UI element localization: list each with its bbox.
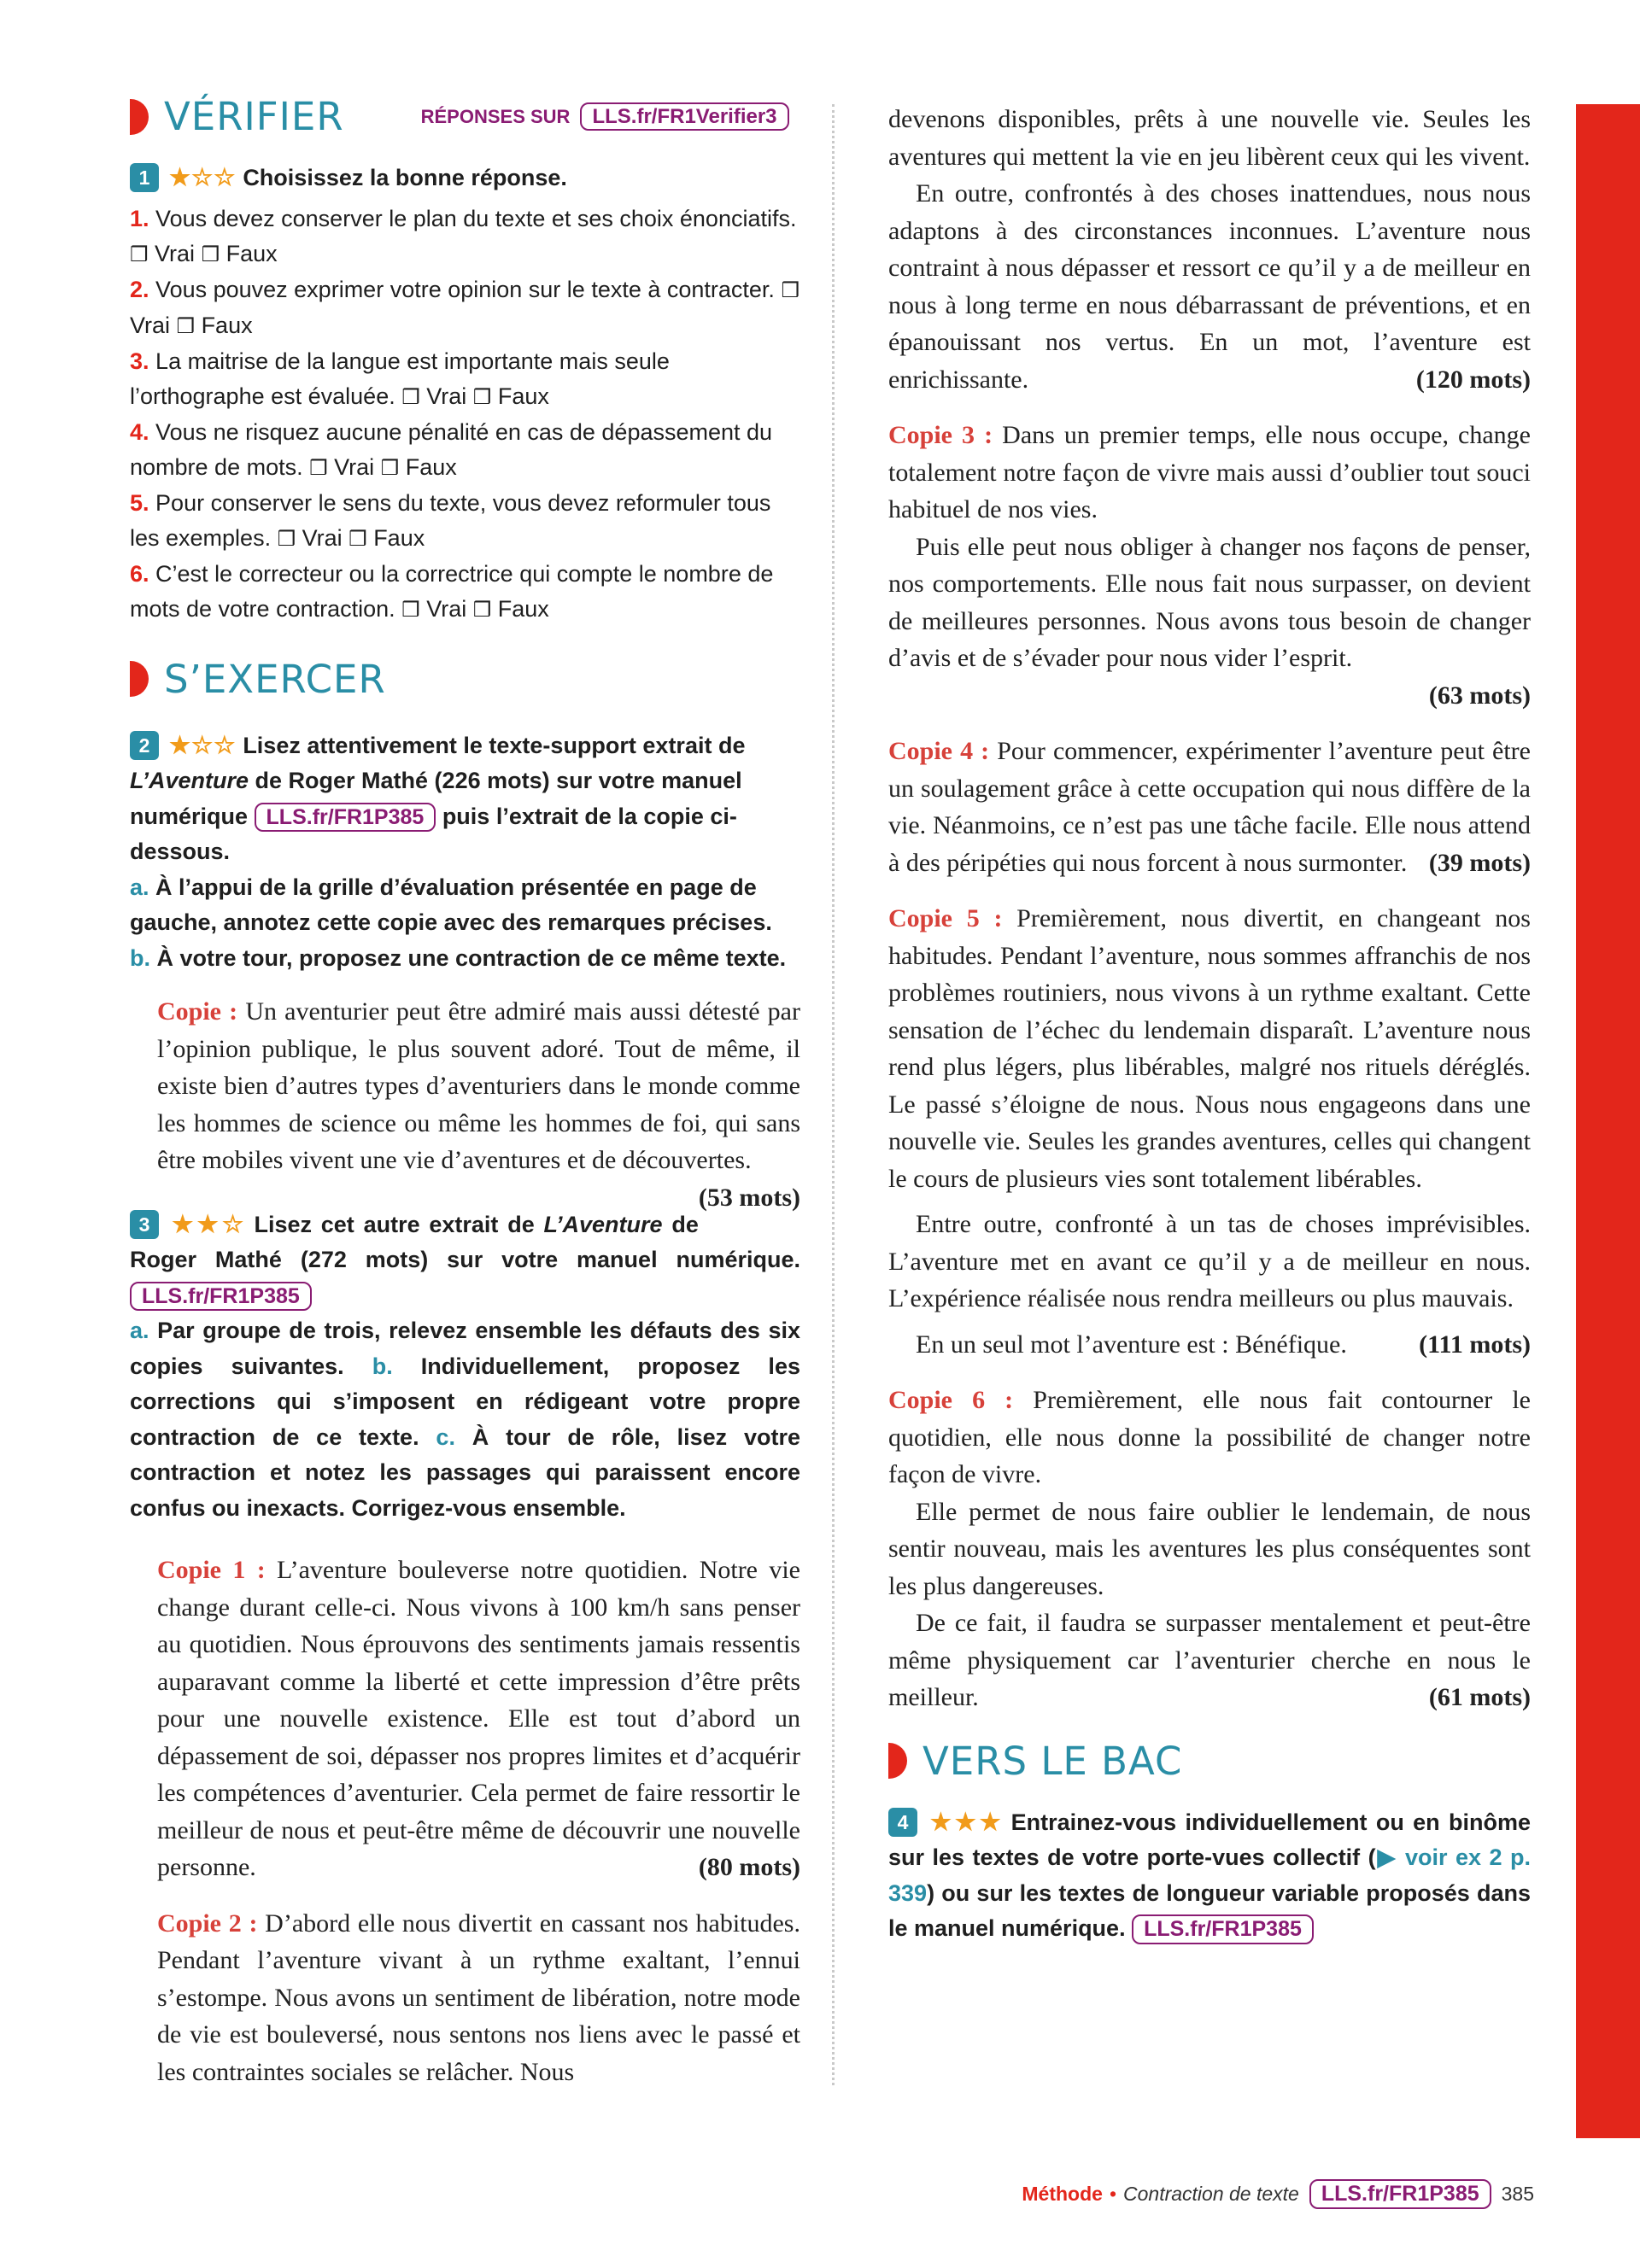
- instruction-text: Par groupe de trois, relevez ensemble les défauts des six copies suivantes.: [130, 1318, 800, 1379]
- copy-6: [888, 1382, 1531, 1716]
- option-faux: Faux: [201, 312, 253, 338]
- question-text: Vous devez conserver le plan du texte et ses choix énonciatifs.: [155, 205, 797, 231]
- option-faux: Faux: [405, 453, 457, 480]
- question-number: 5.: [130, 489, 149, 516]
- exercise-number: 3: [130, 1210, 159, 1239]
- question-text: Pour conserver le sens du texte, vous devez reformuler tous les exemples.: [130, 489, 771, 551]
- instruction-text: Entrainez-vous individuellement ou en binôme sur les textes de votre porte-vues collectif (: [888, 1809, 1531, 1870]
- copy-text: D’abord elle nous divertit en cassant nos habitudes. Pendant l’aventure vivant à un rythme exaltant, l’ennui s’estompe. Nous avons un sentiment de libération, notre mode de vie est bouleversé, nous sentons nos liens avec le passé et les contraintes sociales se relâcher. Nous: [157, 1909, 800, 2086]
- copy-text: Elle permet de nous faire oublier le lendemain, de nous sentir nouveau, mais les aventures les plus conséquentes sont les plus dangereuses.: [888, 1497, 1531, 1600]
- option-vrai: Vrai: [426, 383, 467, 409]
- question-text: C’est le correcteur ou la correctrice qui compte le nombre de mots de votre contraction.: [130, 560, 774, 622]
- part-label: a.: [130, 874, 149, 900]
- checkbox-vrai[interactable]: ❒: [277, 526, 296, 551]
- word-count: (111 mots): [1419, 1330, 1531, 1359]
- manual-link[interactable]: LLS.fr/FR1P385: [255, 803, 436, 833]
- difficulty-stars-icon: ★☆☆: [169, 164, 237, 190]
- checkbox-vrai[interactable]: ❒: [401, 597, 420, 622]
- manual-link[interactable]: LLS.fr/FR1P385: [1132, 1914, 1314, 1944]
- exercise-1-instruction: [130, 160, 800, 196]
- option-vrai: Vrai: [334, 453, 375, 480]
- copy-label: Copie 5 :: [888, 904, 1003, 932]
- copy-4: [888, 733, 1531, 881]
- copy-text: Premièrement, nous divertit, en changeant nos habitudes. Pendant l’aventure, nous sommes affranchis de nos problèmes routiniers, nous vivons à un rythme exaltant. Cette sensation de l’échec du lendemain disparaît. L’aventure nous rend plus légers, plus libérables, malgré nos rituels déréglés. Le passé s’éloigne de nous. Nous nous engageons dans une nouvelle vie. Seules les grandes aventures, celles qui changent le cours de plusieurs vies sont totalement libérables.: [888, 904, 1531, 1193]
- question-number: 1.: [130, 205, 149, 231]
- section-verifier-header: [130, 94, 800, 139]
- question-item: [130, 344, 800, 415]
- instruction-text: Choisissez la bonne réponse.: [243, 165, 567, 190]
- copy-label: Copie 1 :: [157, 1556, 266, 1584]
- copy-5: [888, 900, 1531, 1363]
- section-marker-icon: [130, 99, 149, 135]
- instruction-text: Individuellement, proposez les corrections qui s’imposent en rédigeant votre propre contraction de ce texte.: [130, 1353, 800, 1450]
- copy-text: Dans un premier temps, elle nous occupe, change totalement notre façon de vivre mais aussi d’oublier tout souci habituel de nos vies.: [888, 421, 1531, 523]
- word-count: (63 mots): [1428, 681, 1531, 710]
- question-text: Vous ne risquez aucune pénalité en cas de dépassement du nombre de mots.: [130, 418, 773, 480]
- footer-method: Méthode: [1022, 2182, 1103, 2205]
- word-count: (39 mots): [1428, 848, 1531, 877]
- instruction-text: Lisez cet autre extrait de: [254, 1211, 544, 1237]
- option-faux: Faux: [373, 524, 425, 551]
- instruction-text: de Roger Mathé (272 mots) sur votre manuel numérique.: [130, 1211, 800, 1272]
- question-number: 6.: [130, 560, 149, 587]
- difficulty-stars-icon: ★★☆: [169, 1210, 248, 1237]
- play-arrow-icon: ▶: [1375, 1844, 1405, 1870]
- manual-link[interactable]: LLS.fr/FR1P385: [130, 1282, 312, 1312]
- section-title: VERS LE BAC: [922, 1738, 1183, 1784]
- question-text: Vous pouvez exprimer votre opinion sur le texte à contracter.: [155, 276, 775, 302]
- checkbox-faux[interactable]: ❒: [472, 597, 492, 622]
- option-faux: Faux: [226, 240, 278, 266]
- work-title: L’Aventure: [543, 1211, 663, 1237]
- copy-2: [157, 1905, 800, 2091]
- question-item: [130, 272, 800, 344]
- word-count: (80 mots): [698, 1853, 800, 1881]
- option-faux: Faux: [497, 383, 549, 409]
- section-title: S’EXERCER: [164, 656, 386, 702]
- option-vrai: Vrai: [130, 312, 171, 338]
- copy-text: En outre, confrontés à des choses inattendues, nous nous adaptons à des circonstances inconnues. L’aventure nous contraint à nous dépasser et ressort ce qu’il y a de meilleur en nous à long terme en nous débarrassant de préventions, et en épanouissant nos vertus. En un mot, l’aventure est enrichissante.: [888, 179, 1531, 394]
- footer-subject: Contraction de texte: [1123, 2182, 1299, 2205]
- copy-text: Puis elle peut nous obliger à changer nos façons de penser, nos comportements. Elle nous fait nous surpasser, on devient de meilleures personnes. Nous avons tous besoin de changer d’avis et de s’évader pour nous vider l’esprit.: [888, 532, 1531, 672]
- left-column: [130, 94, 800, 2090]
- exercise-3-instruction: [130, 1207, 800, 1527]
- part-label: b.: [130, 944, 150, 971]
- copy-label: Copie 3 :: [888, 421, 993, 449]
- question-number: 3.: [130, 348, 149, 374]
- question-list: [130, 202, 800, 628]
- copy-text: Pour commencer, expérimenter l’aventure peut être un soulagement grâce à cette occupation qui nous diffère de la vie. Néanmoins, ce n’est pas une tâche facile. Elle nous attend à des péripéties qui nous forcent à nous surmonter.: [888, 737, 1531, 877]
- page-number: 385: [1501, 2182, 1534, 2205]
- option-vrai: Vrai: [302, 524, 343, 551]
- question-item: [130, 415, 800, 486]
- copy-1: [157, 1552, 800, 1886]
- checkbox-faux[interactable]: ❒: [472, 384, 492, 409]
- question-number: 2.: [130, 276, 149, 302]
- exercise-2-instruction: [130, 728, 800, 977]
- word-count: (53 mots): [698, 1183, 800, 1212]
- checkbox-faux[interactable]: ❒: [176, 313, 196, 338]
- question-item: [130, 486, 800, 557]
- work-title: L’Aventure: [130, 768, 249, 793]
- exercise-number: 1: [130, 163, 159, 192]
- instruction-text: À l’appui de la grille d’évaluation présentée en page de gauche, annotez cette copie avec des remarques précises.: [130, 874, 772, 935]
- section-marker-icon: [888, 1743, 907, 1779]
- option-vrai: Vrai: [426, 595, 467, 622]
- right-column: [888, 101, 1531, 1947]
- copy-label: Copie 4 :: [888, 737, 990, 765]
- instruction-text: Lisez attentivement le texte-support extrait de: [243, 732, 746, 758]
- copy-text: Entre outre, confronté à un tas de choses imprévisibles. L’aventure met en avant ce qu’il y a de meilleur en nous. L’expérience réalisée nous rendra meilleurs ou plus mauvais.: [888, 1210, 1531, 1312]
- copy-text: De ce fait, il faudra se surpasser mentalement et peut-être même physiquement car l’aventurier cherche en nous le meilleur.: [888, 1609, 1531, 1711]
- reponses-label: RÉPONSES SUR: [420, 105, 571, 127]
- checkbox-vrai[interactable]: ❒: [309, 455, 328, 480]
- section-exercer-header: [130, 657, 800, 702]
- exercise-number: 4: [888, 1808, 917, 1837]
- checkbox-vrai[interactable]: ❒: [781, 278, 800, 302]
- option-faux: Faux: [497, 595, 549, 622]
- checkbox-faux[interactable]: ❒: [348, 526, 367, 551]
- copy-2-continued: [888, 101, 1531, 398]
- instruction-text: puis l’extrait de la copie ci-dessous.: [130, 803, 737, 864]
- copy-3: [888, 417, 1531, 714]
- part-label: a.: [130, 1318, 149, 1343]
- footer-link[interactable]: LLS.fr/FR1P385: [1309, 2179, 1491, 2209]
- checkbox-faux[interactable]: ❒: [201, 242, 220, 266]
- page-footer: [979, 2179, 1534, 2209]
- question-item: [130, 557, 800, 628]
- instruction-text: ) ou sur les textes de longueur variable proposés dans le manuel numérique.: [888, 1879, 1531, 1941]
- option-vrai: Vrai: [155, 240, 196, 266]
- copy-label: Copie :: [157, 997, 238, 1026]
- reponses-link[interactable]: LLS.fr/FR1Verifier3: [580, 102, 788, 132]
- exercise-reference-link[interactable]: voir ex 2 p. 339: [888, 1844, 1531, 1906]
- side-color-bar: [1576, 104, 1640, 2138]
- question-number: 4.: [130, 418, 149, 445]
- section-marker-icon: [130, 661, 149, 697]
- word-count: (61 mots): [1428, 1683, 1531, 1711]
- part-label: b.: [372, 1353, 393, 1379]
- checkbox-vrai[interactable]: ❒: [401, 384, 420, 409]
- copy-text: devenons disponibles, prêts à une nouvelle vie. Seules les aventures qui mettent la vie en jeu libèrent ceux qui les vivent.: [888, 105, 1531, 171]
- section-bac-header: [888, 1739, 1531, 1784]
- copy-text: En un seul mot l’aventure est : Bénéfique.: [916, 1330, 1347, 1359]
- question-item: [130, 202, 800, 272]
- checkbox-faux[interactable]: ❒: [380, 455, 400, 480]
- difficulty-stars-icon: ★★★: [928, 1808, 1004, 1835]
- instruction-text: À votre tour, proposez une contraction de ce même texte.: [150, 944, 787, 971]
- copy-text: L’aventure bouleverse notre quotidien. Notre vie change durant celle-ci. Nous vivons à 100 km/h sans penser au quotidien. Nous éprouvons des sentiments jamais ressentis auparavant comme la liberté et cette impression d’être prêts pour une nouvelle existence. Elle est tout d’abord un dépassement de soi, dépasser nos propres limites et d’acquérir les compétences d’aventurier. Cela permet de faire ressortir le meilleur de nous et peut-être même de découvrir une nouvelle personne.: [157, 1556, 800, 1881]
- instruction-text: de Roger Mathé (226 mots) sur votre manuel numérique: [130, 768, 742, 829]
- instruction-text: À tour de rôle, lisez votre contraction et notez les passages qui paraissent encore confus ou inexacts. Corrigez-vous ensemble.: [130, 1423, 800, 1521]
- footer-separator: •: [1109, 2182, 1116, 2205]
- difficulty-stars-icon: ★☆☆: [169, 731, 237, 758]
- copy-text: Un aventurier peut être admiré mais aussi détesté par l’opinion publique, le plus souvent adoré. Tout de même, il existe bien d’autres types d’aventuriers dans le monde comme les hommes de science ou même les hommes de foi, qui sans être mobiles vivent une vie d’aventures et de découvertes.: [157, 997, 800, 1174]
- copy-label: Copie 6 :: [888, 1386, 1014, 1414]
- column-divider: [832, 104, 835, 2085]
- copy-excerpt: [157, 993, 800, 1212]
- section-title: VÉRIFIER: [164, 94, 344, 139]
- copy-label: Copie 2 :: [157, 1909, 258, 1938]
- copy-text: Premièrement, elle nous fait contourner le quotidien, elle nous donne la possibilité de changer notre façon de vivre.: [888, 1386, 1531, 1488]
- part-label: c.: [436, 1423, 455, 1450]
- checkbox-vrai[interactable]: ❒: [130, 242, 149, 266]
- exercise-number: 2: [130, 731, 159, 760]
- exercise-4-instruction: [888, 1804, 1531, 1947]
- word-count: (120 mots): [1415, 365, 1531, 394]
- question-text: La maitrise de la langue est importante mais seule l’orthographe est évaluée.: [130, 348, 670, 409]
